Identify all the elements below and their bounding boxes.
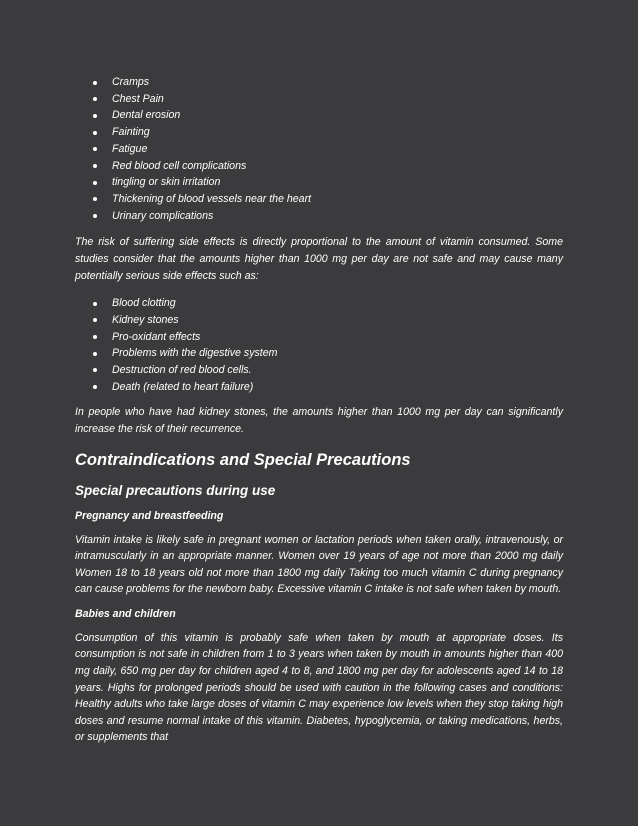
- bullet-icon: [93, 318, 97, 322]
- list-item: Fatigue: [75, 141, 563, 158]
- babies-heading: Babies and children: [75, 607, 176, 620]
- bullet-icon: [93, 131, 97, 135]
- pregnancy-heading: Pregnancy and breastfeeding: [75, 509, 224, 522]
- bullet-icon: [93, 181, 97, 185]
- bullet-icon: [93, 214, 97, 218]
- list-item: Red blood cell complications: [75, 158, 563, 175]
- bullet-icon: [93, 147, 97, 151]
- bullet-icon: [93, 164, 97, 168]
- bullet-icon: [93, 352, 97, 356]
- section-title: Contraindications and Special Precautions: [75, 450, 411, 469]
- list-item: Urinary complications: [75, 208, 563, 225]
- subsection-title: Special precautions during use: [75, 482, 276, 498]
- list-item: Thickening of blood vessels near the heart: [75, 191, 563, 208]
- bullet-icon: [93, 97, 97, 101]
- list-item: Cramps: [75, 74, 563, 91]
- list-item: tingling or skin irritation: [75, 174, 563, 191]
- list-item: Kidney stones: [75, 312, 563, 329]
- bullet-icon: [93, 385, 97, 389]
- risk-paragraph: The risk of suffering side effects is directly proportional to the amount of vitamin consumed. Some studies consider that the amounts higher than 1000 mg per day are not safe and may cause many potentially serious side effects such as:: [75, 236, 563, 282]
- kidney-paragraph: In people who have had kidney stones, the amounts higher than 1000 mg per day can significantly increase the risk of their recurrence.: [75, 406, 563, 435]
- list-item: Blood clotting: [75, 295, 563, 312]
- bullet-icon: [93, 368, 97, 372]
- pregnancy-paragraph: Vitamin intake is likely safe in pregnant women or lactation periods when taken orally, intravenously, or intramuscularly in an appropriate manner. Women over 19 years of age not more than 2000 mg daily Women 18 to 18 years old not more than 1800 mg daily Taking too much vitamin C during pregnancy can cause problems for the newborn baby. Excessive vitamin C intake is not safe when taken by mouth.: [75, 533, 563, 596]
- list-item: Problems with the digestive system: [75, 345, 563, 362]
- list-item: Pro-oxidant effects: [75, 329, 563, 346]
- bullet-icon: [93, 335, 97, 339]
- list-item: Death (related to heart failure): [75, 379, 563, 396]
- babies-paragraph: Consumption of this vitamin is probably safe when taken by mouth at appropriate doses. Its consumption is not safe in children from 1 to 3 years when taken by mouth in amounts higher than 400 mg daily, 650 mg per day for children aged 4 to 8, and 1800 mg per day for adolescents aged 14 to 18 years. Highs for prolonged periods should be used with caution in the following cases and conditions: Healthy adults who take large doses of vitamin C may experience low levels when they stop taking high doses and resume normal intake of this vitamin. Diabetes, hypoglycemia, or taking medications, herbs, or supplements that: [75, 631, 563, 744]
- bullet-icon: [93, 114, 97, 118]
- list-item: Destruction of red blood cells.: [75, 362, 563, 379]
- list-item: Chest Pain: [75, 91, 563, 108]
- bullet-icon: [93, 81, 97, 85]
- list-item: Fainting: [75, 124, 563, 141]
- bullet-icon: [93, 197, 97, 201]
- document-page: [75, 74, 563, 746]
- serious-effects-list: [75, 295, 563, 395]
- symptoms-list: [75, 74, 563, 224]
- bullet-icon: [93, 302, 97, 306]
- list-item: Dental erosion: [75, 107, 563, 124]
